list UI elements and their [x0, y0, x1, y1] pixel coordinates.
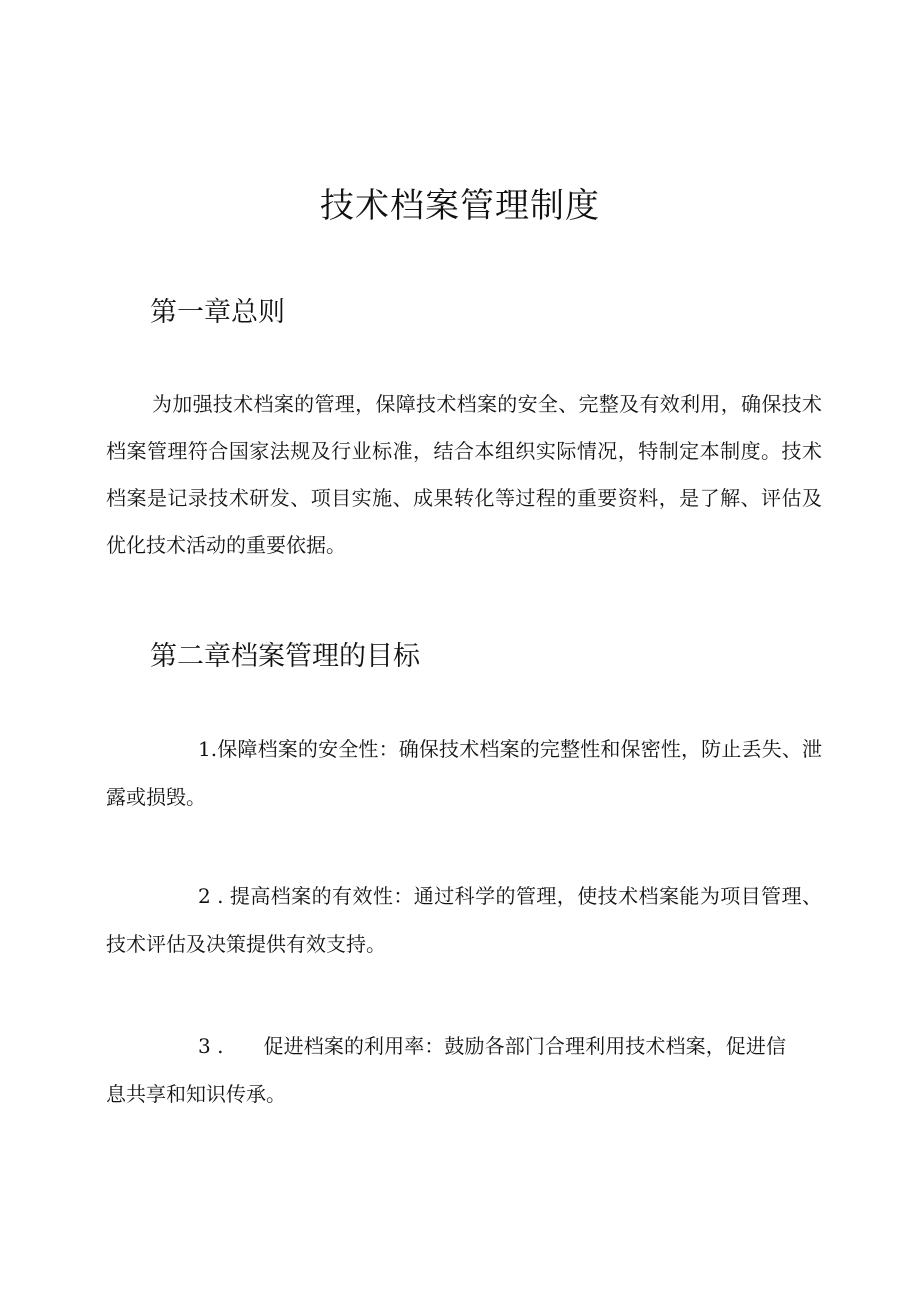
goal-item-1-text: 保障档案的安全性：确保技术档案的完整性和保密性，防止丢失、泄露或损毁。: [106, 737, 822, 809]
chapter-2-heading: 第二章档案管理的目标: [150, 641, 420, 672]
goal-item-1: [106, 725, 822, 821]
goal-item-1-number: 1.: [198, 737, 218, 761]
goal-item-3-text: 促进档案的利用率：鼓励各部门合理利用技术档案，促进信息共享和知识传承。: [106, 1034, 786, 1106]
goal-item-3-number: 3 .: [198, 1034, 224, 1058]
document-title: 技术档案管理制度: [320, 186, 600, 226]
chapter-1-heading: 第一章总则: [150, 297, 285, 328]
goal-item-2-number: 2 .: [198, 884, 224, 908]
goal-item-2-text: 提高档案的有效性：通过科学的管理，使技术档案能为项目管理、技术评估及决策提供有效支持。: [106, 884, 822, 956]
chapter-1-paragraph: 为加强技术档案的管理，保障技术档案的安全、完整及有效利用，确保技术档案管理符合国家法规及行业标准，结合本组织实际情况，特制定本制度。技术档案是记录技术研发、项目实施、成果转化等过程的重要资料，是了解、评估及优化技术活动的重要依据。: [106, 392, 822, 557]
goal-item-2: [106, 872, 822, 968]
goal-item-3: [106, 1022, 786, 1118]
